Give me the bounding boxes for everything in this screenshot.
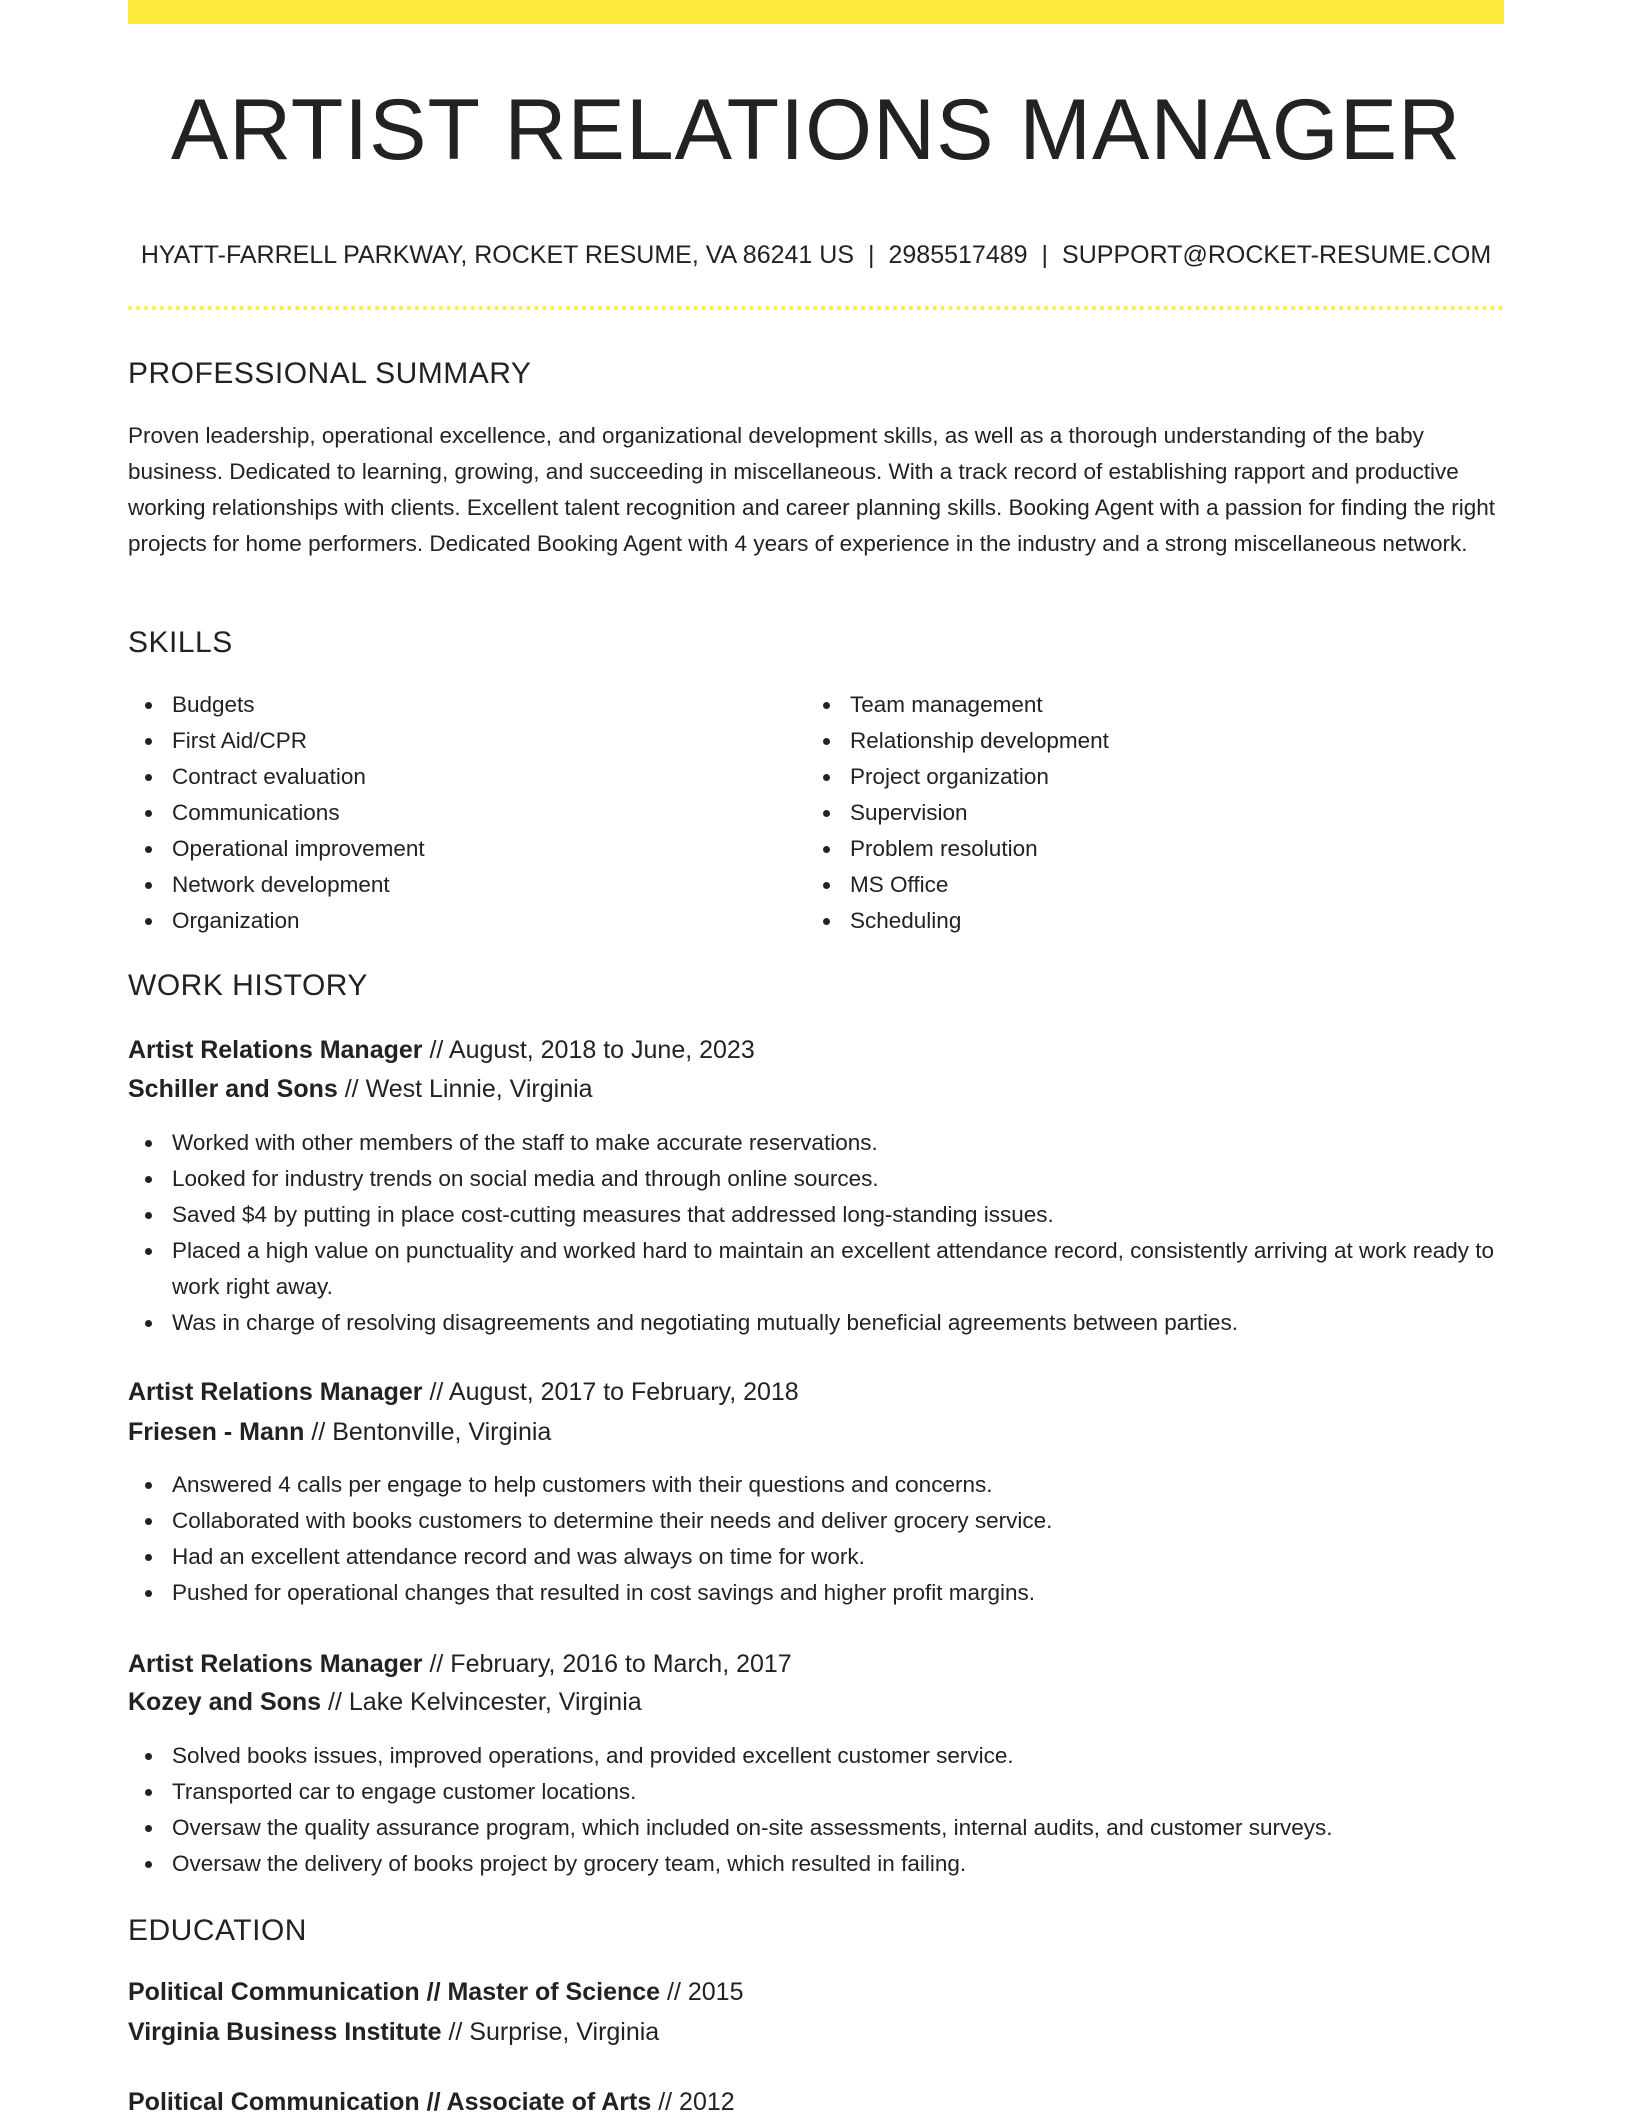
job-bullet: Oversaw the delivery of books project by grocery team, which resulted in failing. — [128, 1846, 1504, 1882]
skill-item: Organization — [128, 903, 788, 939]
job-location: // Bentonville, Virginia — [311, 1418, 552, 1446]
skill-item: First Aid/CPR — [128, 723, 788, 759]
job-bullets — [128, 1738, 1504, 1882]
skill-item: Project organization — [806, 759, 1496, 795]
job-bullet: Looked for industry trends on social media and through online sources. — [128, 1161, 1504, 1197]
skill-item: Team management — [806, 687, 1496, 723]
contact-separator: | — [868, 241, 875, 269]
job-bullet: Had an excellent attendance record and was always on time for work. — [128, 1539, 1504, 1575]
education-title: EDUCATION — [128, 1914, 307, 1947]
job-bullet: Placed a high value on punctuality and worked hard to maintain an excellent attendance record, consistently arriving at work ready to work right away. — [128, 1233, 1504, 1305]
job-bullet: Transported car to engage customer locations. — [128, 1774, 1504, 1810]
job-role: Artist Relations Manager — [128, 1036, 423, 1064]
accent-top-bar — [128, 0, 1504, 24]
job-company: Kozey and Sons — [128, 1688, 322, 1716]
job-location: // Lake Kelvincester, Virginia — [328, 1688, 642, 1716]
job-title-line — [128, 1031, 755, 1069]
job-bullet: Saved $4 by putting in place cost-cutting measures that addressed long-standing issues. — [128, 1197, 1504, 1233]
job-bullet: Was in charge of resolving disagreements and negotiating mutually beneficial agreements between parties. — [128, 1305, 1504, 1341]
contact-email[interactable]: SUPPORT@ROCKET-RESUME.COM — [1062, 241, 1492, 269]
job-company: Schiller and Sons — [128, 1075, 338, 1103]
skills-title: SKILLS — [128, 626, 233, 659]
job-bullet: Collaborated with books customers to determine their needs and deliver grocery service. — [128, 1503, 1504, 1539]
education-degree: Political Communication // Associate of Arts — [128, 2088, 652, 2112]
skill-item: Contract evaluation — [128, 759, 788, 795]
job-dates: // August, 2017 to February, 2018 — [429, 1378, 799, 1406]
job-location: // West Linnie, Virginia — [344, 1075, 593, 1103]
job-dates: // August, 2018 to June, 2023 — [429, 1036, 755, 1064]
job-role: Artist Relations Manager — [128, 1650, 423, 1678]
job-role: Artist Relations Manager — [128, 1378, 423, 1406]
job-bullet: Worked with other members of the staff to make accurate reservations. — [128, 1125, 1504, 1161]
contact-address: HYATT-FARRELL PARKWAY, ROCKET RESUME, VA 86241 US — [140, 241, 854, 269]
skill-item: Scheduling — [806, 903, 1496, 939]
resume-name: ARTIST RELATIONS MANAGER — [170, 82, 1462, 178]
skill-item: Network development — [128, 867, 788, 903]
skill-item: Relationship development — [806, 723, 1496, 759]
job-bullets — [128, 1467, 1504, 1611]
education-year: // 2012 — [658, 2088, 735, 2112]
education-school: Virginia Business Institute — [128, 2018, 442, 2046]
job-bullet: Answered 4 calls per engage to help customers with their questions and concerns. — [128, 1467, 1504, 1503]
education-location: // Surprise, Virginia — [448, 2018, 660, 2046]
education-degree-line — [128, 2083, 735, 2112]
job-company-line — [128, 1070, 593, 1108]
skills-list-left — [128, 687, 788, 939]
skills-list-right — [806, 687, 1496, 939]
education-school-line — [128, 2013, 659, 2051]
job-title-line — [128, 1373, 799, 1411]
education-year: // 2015 — [667, 1978, 744, 2006]
contact-separator: | — [1041, 241, 1049, 269]
skill-item: MS Office — [806, 867, 1496, 903]
skill-item: Operational improvement — [128, 831, 788, 867]
skill-item: Problem resolution — [806, 831, 1496, 867]
job-title-line — [128, 1645, 792, 1683]
summary-text: Proven leadership, operational excellence, and organizational development skills, as well as a thorough understanding of the baby business. Dedicated to learning, growing, and succeeding in miscellaneous. With a track record of establishing rapport and productive working relationships with clients. Excellent talent recognition and career planning skills. Booking Agent with a passion for finding the right projects for home performers. Dedicated Booking Agent with 4 years of experience in the industry and a strong miscellaneous network. — [128, 423, 1496, 556]
job-dates: // February, 2016 to March, 2017 — [429, 1650, 792, 1678]
contact-line — [128, 237, 1504, 273]
job-bullet: Oversaw the quality assurance program, which included on-site assessments, internal audits, and customer surveys. — [128, 1810, 1504, 1846]
job-company-line — [128, 1683, 642, 1721]
job-company: Friesen - Mann — [128, 1418, 305, 1446]
skill-item: Communications — [128, 795, 788, 831]
skill-item: Supervision — [806, 795, 1496, 831]
dotted-divider — [128, 306, 1504, 310]
education-degree-line — [128, 1973, 743, 2011]
education-degree: Political Communication // Master of Science — [128, 1978, 661, 2006]
summary-title: PROFESSIONAL SUMMARY — [128, 357, 532, 390]
work-history-title: WORK HISTORY — [128, 969, 368, 1002]
contact-phone: 2985517489 — [888, 241, 1028, 269]
job-bullet: Pushed for operational changes that resulted in cost savings and higher profit margins. — [128, 1575, 1504, 1611]
job-company-line — [128, 1413, 551, 1451]
job-bullets — [128, 1125, 1504, 1341]
job-bullet: Solved books issues, improved operations, and provided excellent customer service. — [128, 1738, 1504, 1774]
skill-item: Budgets — [128, 687, 788, 723]
